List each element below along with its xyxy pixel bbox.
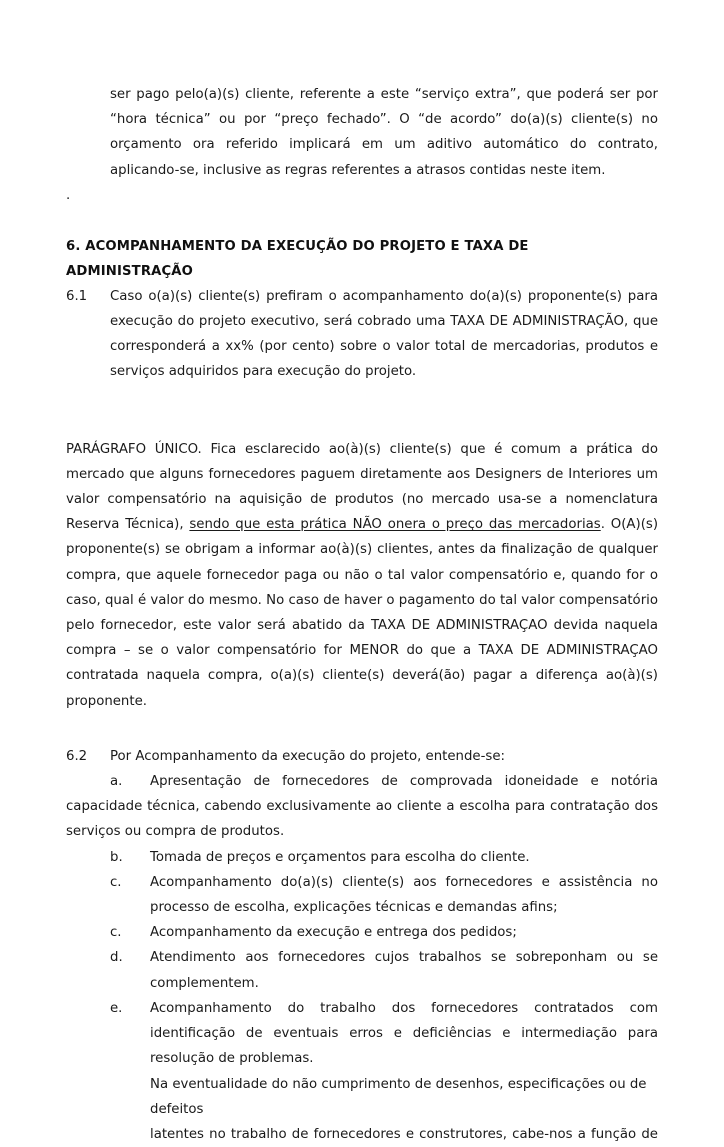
item-text: Atendimento aos fornecedores cujos trabalhos se sobreponham ou se complementem.	[150, 950, 658, 991]
item-text: Apresentação de fornecedores de comprovada idoneidade e notória capacidade técnica, cabendo exclusivamente ao cliente a escolha para contratação dos serviços ou compra de produtos.	[66, 774, 658, 840]
spacer-before-clause-6-2	[66, 714, 658, 744]
item-letter: e.	[110, 1000, 123, 1016]
item-text: Acompanhamento do(a)(s) cliente(s) aos fornecedores e assistência no processo de escolha, explicações técnicas e demandas afins;	[150, 874, 658, 916]
paragrafo-unico	[66, 437, 658, 714]
item-letter: c.	[110, 925, 122, 941]
item-letter: c.	[110, 874, 122, 890]
spacer-before-heading	[66, 208, 658, 234]
paragrafo-unico-part2: . O(A)(s) proponente(s) se obrigam a informar ao(à)(s) clientes, antes da finalização de qualquer compra, que aquele fornecedor paga ou não o tal valor compensatório e, quando for o caso, qual é valor do mesmo. No caso de haver o pagamento do tal valor compensatório pelo fornecedor, este valor será abatido da TAXA DE ADMINISTRAÇAO devida naquela compra – se o valor compensatório for MENOR do que a TAXA DE ADMINISTRAÇAO contratada naquela compra, o(a)(s) cliente(s) deverá(ão) pagar a diferença ao(à)(s) proponente.	[66, 517, 659, 709]
paragrafo-unico-underlined: sendo que esta prática NÃO onera o preço das mercadorias	[189, 517, 601, 533]
trailing-paragraph-line-1: Na eventualidade do não cumprimento de desenhos, especificações ou de defeitos	[150, 1076, 647, 1117]
list-item-c-2	[66, 920, 658, 945]
clause-text: Por Acompanhamento da execução do projeto, entende-se:	[110, 748, 505, 764]
document-content	[66, 82, 658, 1147]
item-text: Acompanhamento da execução e entrega dos pedidos;	[150, 925, 517, 941]
clause-number: 6.1	[66, 288, 88, 304]
trailing-paragraph-line-2: latentes no trabalho de fornecedores e construtores, cabe-nos a função de	[150, 1126, 658, 1142]
clause-text: Caso o(a)(s) cliente(s) prefiram o acompanhamento do(a)(s) proponente(s) para execução do projeto executivo, será cobrado uma TAXA DE ADMINISTRAÇÃO, que corresponderá a xx% (por cento) sobre o valor total de mercadorias, produtos e serviços adquiridos para execução do projeto.	[110, 288, 658, 380]
list-item-a	[66, 769, 658, 845]
stray-period-mark: .	[66, 187, 71, 203]
list-item-c-1	[66, 870, 658, 920]
continuation-paragraph: ser pago pelo(a)(s) cliente, referente a este “serviço extra”, que poderá ser por “hora técnica” ou por “preço fechado”. O “de acordo” do(a)(s) cliente(s) no orçamento ora referido implicará em um aditivo automático do contrato, aplicando-se, inclusive as regras referentes a atrasos contidas neste item.	[110, 87, 658, 178]
paragrafo-unico-part1: PARÁGRAFO ÚNICO. Fica esclarecido ao(à)(s) cliente(s) que é comum a prática do mercado que alguns fornecedores paguem diretamente aos Designers de Interiores um valor compensatório na aquisição de produtos (no mercado usa-se a nomenclatura Reserva Técnica),	[66, 441, 658, 533]
clause-6-2	[66, 744, 658, 769]
section-heading: 6. ACOMPANHAMENTO DA EXECUÇÃO DO PROJETO E TAXA DE ADMINISTRAÇÃO	[66, 238, 529, 279]
item-letter: b.	[110, 849, 123, 865]
item-text: Tomada de preços e orçamentos para escolha do cliente.	[150, 849, 530, 865]
list-item-e	[66, 996, 658, 1072]
clause-number: 6.2	[66, 748, 88, 764]
list-item-b	[66, 845, 658, 870]
spacer-before-paragrafo-unico	[66, 385, 658, 437]
item-letter: a.	[110, 774, 123, 790]
item-text: Acompanhamento do trabalho dos fornecedores contratados com identificação de eventuais erros e deficiências e intermediação para resolução de problemas.	[150, 1000, 658, 1067]
item-letter: d.	[110, 950, 123, 966]
list-item-d	[66, 945, 658, 995]
clause-6-1	[66, 284, 658, 385]
